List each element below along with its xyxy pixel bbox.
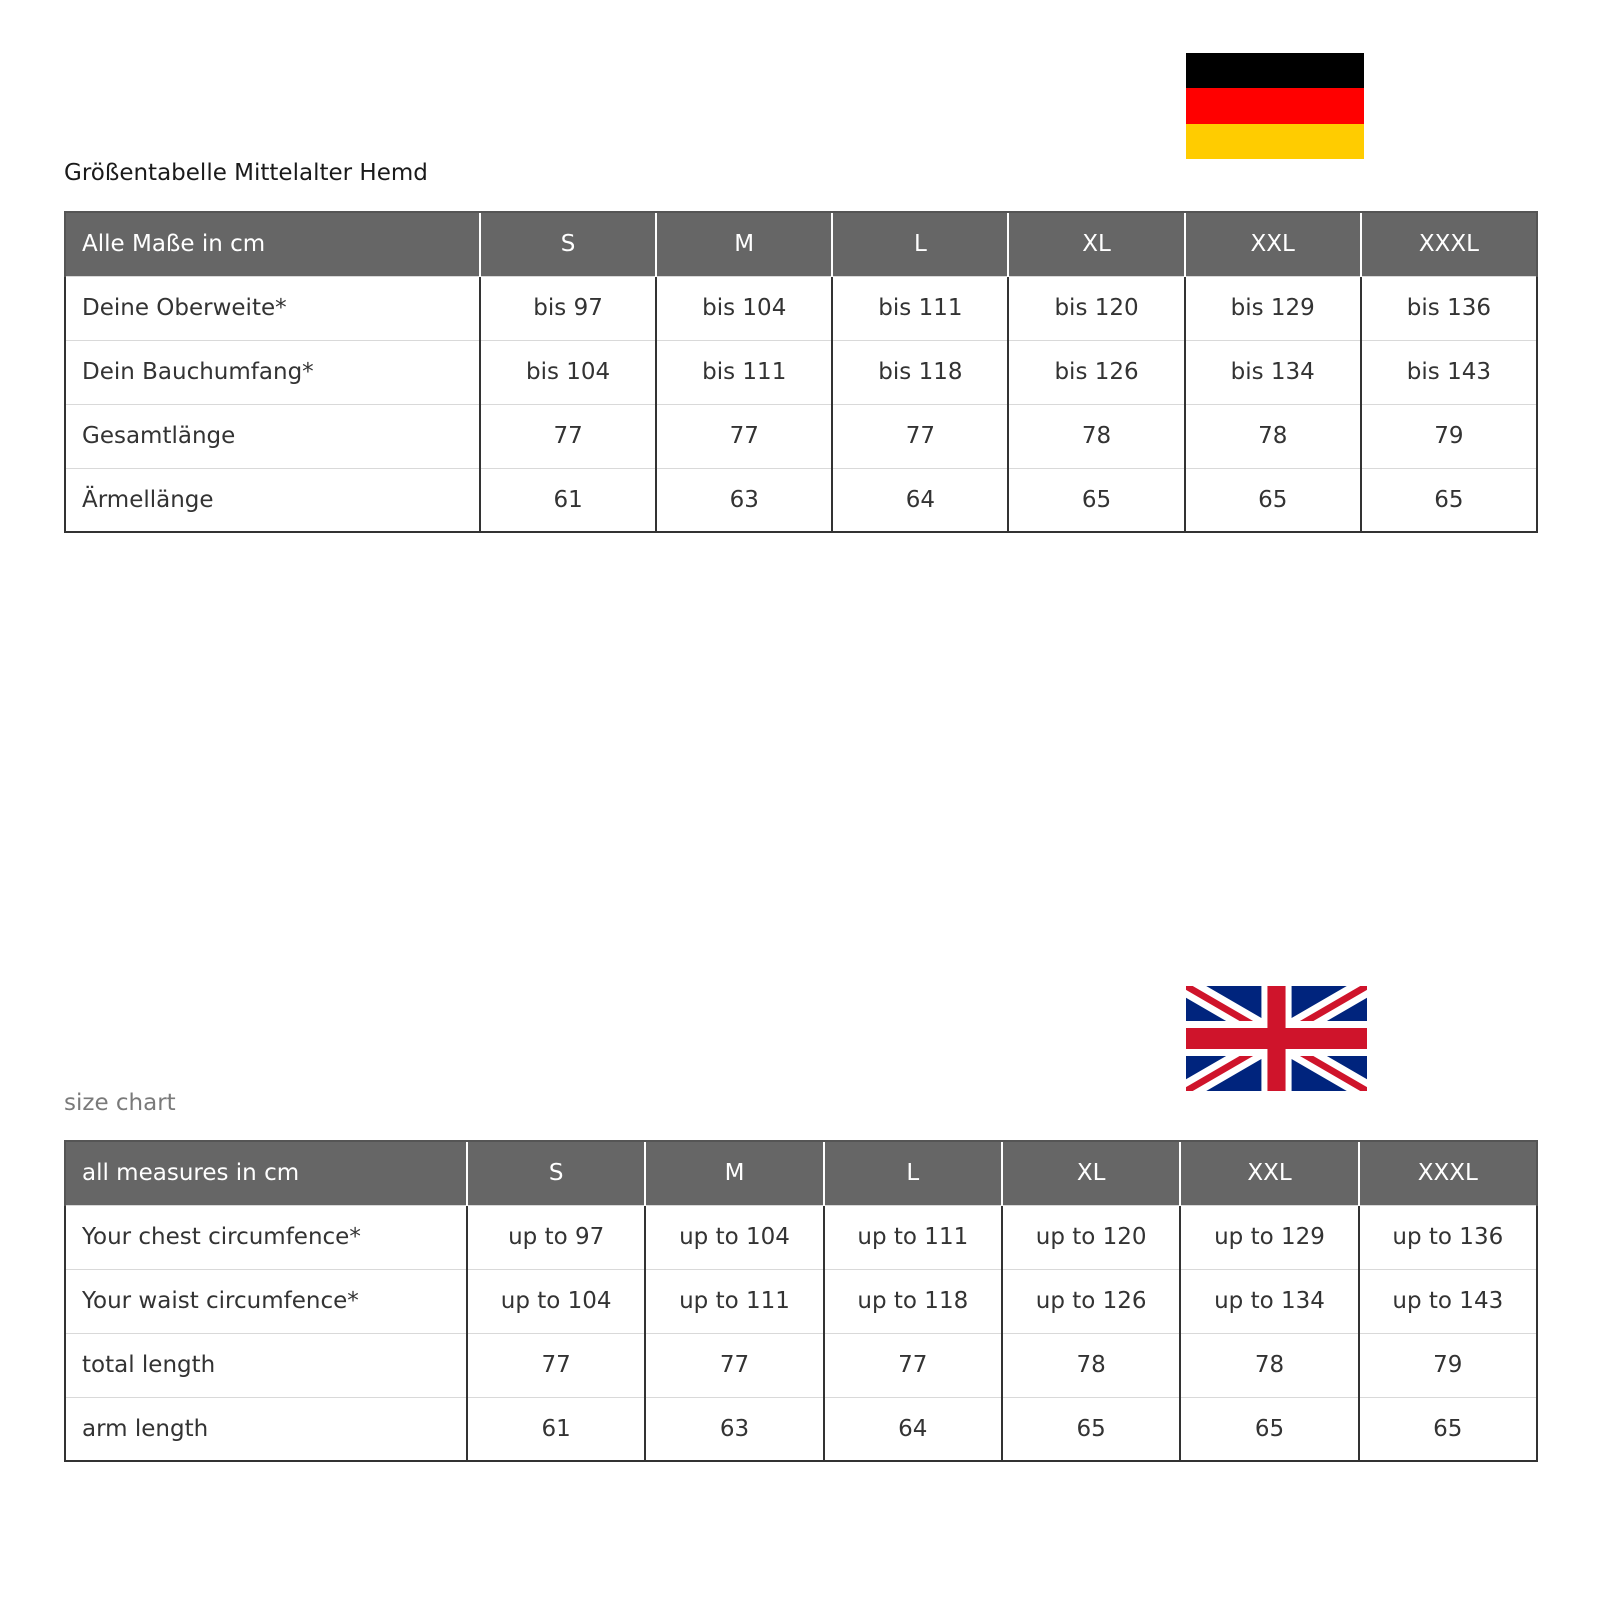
table-cell: up to 129 xyxy=(1180,1205,1358,1269)
header-cell-size: XXL xyxy=(1185,212,1361,276)
table-cell: 65 xyxy=(1008,468,1184,532)
table-row xyxy=(65,404,1537,468)
table-row xyxy=(65,1397,1537,1461)
header-cell-size: XXXL xyxy=(1361,212,1537,276)
row-label: Deine Oberweite* xyxy=(65,276,480,340)
table-cell: up to 120 xyxy=(1002,1205,1180,1269)
table-cell: bis 104 xyxy=(480,340,656,404)
table-cell: 77 xyxy=(824,1333,1002,1397)
table-row xyxy=(65,1333,1537,1397)
header-cell-size: L xyxy=(824,1141,1002,1205)
table-cell: 77 xyxy=(832,404,1008,468)
table-cell: 79 xyxy=(1361,404,1537,468)
table-cell: up to 136 xyxy=(1359,1205,1537,1269)
table-cell: bis 97 xyxy=(480,276,656,340)
table-cell: 65 xyxy=(1359,1397,1537,1461)
header-cell-size: L xyxy=(832,212,1008,276)
table-cell: 65 xyxy=(1002,1397,1180,1461)
row-label: Dein Bauchumfang* xyxy=(65,340,480,404)
table-cell: bis 134 xyxy=(1185,340,1361,404)
germany-flag-icon xyxy=(1186,53,1364,159)
united-kingdom-flag-icon xyxy=(1186,986,1367,1091)
table-cell: 65 xyxy=(1185,468,1361,532)
row-label: Your chest circumfence* xyxy=(65,1205,467,1269)
table-cell: 79 xyxy=(1359,1333,1537,1397)
table-row xyxy=(65,276,1537,340)
header-cell-label: Alle Maße in cm xyxy=(65,212,480,276)
header-cell-size: XXXL xyxy=(1359,1141,1537,1205)
table-cell: 78 xyxy=(1008,404,1184,468)
table-cell: bis 126 xyxy=(1008,340,1184,404)
table-cell: bis 104 xyxy=(656,276,832,340)
table-cell: 78 xyxy=(1180,1333,1358,1397)
table-row xyxy=(65,468,1537,532)
table-cell: up to 126 xyxy=(1002,1269,1180,1333)
table-header-row xyxy=(65,1141,1537,1205)
header-cell-size: XL xyxy=(1008,212,1184,276)
flag-stripe-black xyxy=(1186,53,1364,88)
table-row xyxy=(65,340,1537,404)
table-cell: bis 136 xyxy=(1361,276,1537,340)
table-cell: bis 129 xyxy=(1185,276,1361,340)
table-cell: 65 xyxy=(1361,468,1537,532)
table-cell: 78 xyxy=(1185,404,1361,468)
flag-stripe-gold xyxy=(1186,124,1364,159)
header-cell-size: M xyxy=(645,1141,823,1205)
row-label: Ärmellänge xyxy=(65,468,480,532)
german-size-table xyxy=(64,211,1538,533)
row-label: Your waist circumfence* xyxy=(65,1269,467,1333)
table-cell: up to 104 xyxy=(645,1205,823,1269)
header-cell-label: all measures in cm xyxy=(65,1141,467,1205)
german-table-caption: Größentabelle Mittelalter Hemd xyxy=(64,160,428,186)
table-cell: up to 111 xyxy=(824,1205,1002,1269)
row-label: arm length xyxy=(65,1397,467,1461)
table-cell: bis 111 xyxy=(832,276,1008,340)
table-cell: 61 xyxy=(480,468,656,532)
table-cell: 64 xyxy=(824,1397,1002,1461)
table-cell: 65 xyxy=(1180,1397,1358,1461)
table-row xyxy=(65,1205,1537,1269)
table-cell: up to 111 xyxy=(645,1269,823,1333)
table-header-row xyxy=(65,212,1537,276)
table-cell: up to 143 xyxy=(1359,1269,1537,1333)
table-cell: 77 xyxy=(645,1333,823,1397)
table-cell: bis 118 xyxy=(832,340,1008,404)
english-size-table xyxy=(64,1140,1538,1462)
english-table-caption: size chart xyxy=(64,1090,176,1116)
table-cell: 61 xyxy=(467,1397,645,1461)
table-cell: 77 xyxy=(656,404,832,468)
header-cell-size: XXL xyxy=(1180,1141,1358,1205)
flag-stripe-red xyxy=(1186,88,1364,123)
row-label: total length xyxy=(65,1333,467,1397)
table-cell: 63 xyxy=(656,468,832,532)
row-label: Gesamtlänge xyxy=(65,404,480,468)
table-cell: bis 120 xyxy=(1008,276,1184,340)
header-cell-size: S xyxy=(480,212,656,276)
table-cell: 63 xyxy=(645,1397,823,1461)
table-cell: bis 111 xyxy=(656,340,832,404)
table-row xyxy=(65,1269,1537,1333)
table-cell: bis 143 xyxy=(1361,340,1537,404)
header-cell-size: S xyxy=(467,1141,645,1205)
table-cell: up to 104 xyxy=(467,1269,645,1333)
table-cell: up to 97 xyxy=(467,1205,645,1269)
table-cell: 64 xyxy=(832,468,1008,532)
header-cell-size: XL xyxy=(1002,1141,1180,1205)
table-cell: 77 xyxy=(480,404,656,468)
header-cell-size: M xyxy=(656,212,832,276)
table-cell: up to 134 xyxy=(1180,1269,1358,1333)
table-cell: up to 118 xyxy=(824,1269,1002,1333)
table-cell: 78 xyxy=(1002,1333,1180,1397)
table-cell: 77 xyxy=(467,1333,645,1397)
